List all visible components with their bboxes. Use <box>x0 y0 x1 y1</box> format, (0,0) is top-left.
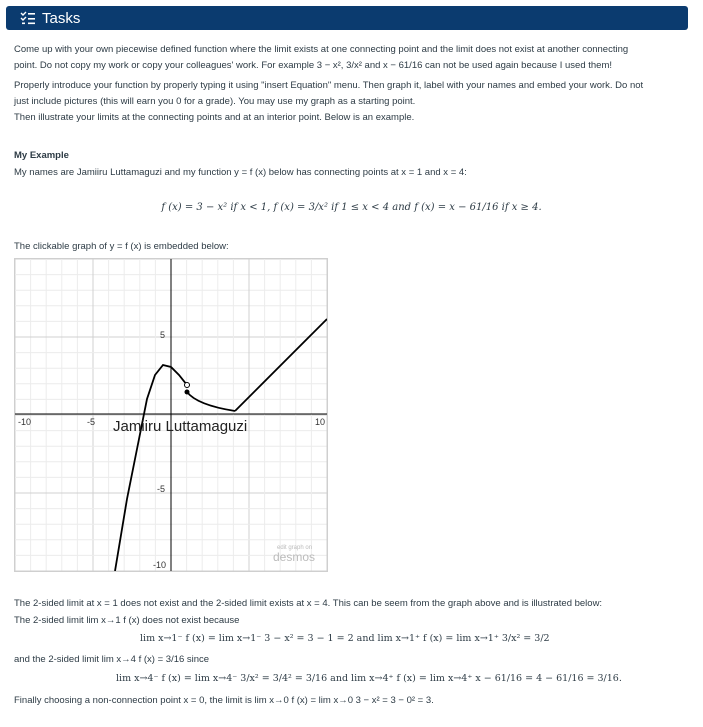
desmos-watermark-small: edit graph on <box>277 545 313 551</box>
page-title: Tasks <box>42 9 81 27</box>
checklist-icon <box>20 10 36 26</box>
x-tick-10: 10 <box>315 417 326 427</box>
y-tick-neg10: -10 <box>153 560 167 570</box>
intro-line-1a: Come up with your own piecewise defined function where the limit exists at one connecting point and the limit does not exist at another connecting <box>14 44 629 55</box>
curve-reciprocal <box>187 392 235 411</box>
example-heading: My Example <box>14 150 69 161</box>
intro-paragraph-3: Then illustrate your limits at the connecting points and at an interior point. Below is an example. <box>14 112 415 123</box>
y-tick-neg5: -5 <box>157 484 166 494</box>
limits-equation-1: lim x→1⁻ f (x) = lim x→1⁻ 3 − x² = 3 − 1 = 2 and lim x→1⁺ f (x) = lim x→1⁺ 3/x² = 3/2 <box>140 633 550 644</box>
graph-caption: The clickable graph of y = f (x) is embedded below: <box>14 241 229 252</box>
y-tick-5: 5 <box>160 330 166 340</box>
intro-line-1b: point. Do not copy my work or copy your colleagues' work. For example 3 − x², 3/x² and x − 61/16 can not be used again because I used them! <box>14 59 612 71</box>
desmos-graph[interactable] <box>14 258 328 572</box>
limits-equation-2: lim x→4⁻ f (x) = lim x→4⁻ 3/x² = 3/4² = 3/16 and lim x→4⁺ f (x) = lim x→4⁺ x − 61/16 = 4 − 61/16 = 3/16. <box>116 673 622 684</box>
intro-line-2b: just include pictures (this will earn you 0 for a grade). You may use my graph as a starting point. <box>14 95 416 107</box>
example-intro-line: My names are Jamiiru Luttamaguzi and my function y = f (x) below has connecting points at x = 1 and x = 4: <box>14 167 467 178</box>
intro-paragraph-2 <box>14 78 689 109</box>
x-tick-neg10: -10 <box>18 417 32 427</box>
intro-line-2a: Properly introduce your function by properly typing it using "insert Equation" menu. Then graph it, label with your names and embed your work. Do not <box>14 80 644 91</box>
tasks-header <box>6 6 688 30</box>
intro-paragraph-1 <box>14 42 689 73</box>
open-point <box>185 383 190 388</box>
graph-name-label: Jamiiru Luttamaguzi <box>113 418 248 435</box>
function-definition: f (x) = 3 − x² if x < 1, f (x) = 3/x² if 1 ≤ x < 4 and f (x) = x − 61/16 if x ≥ 4. <box>161 202 542 213</box>
limits-intro: The 2-sided limit at x = 1 does not exist and the 2-sided limit exists at x = 4. This can be seem from the graph above and is illustrated below: <box>14 598 603 609</box>
limits-line-4: and the 2-sided limit lim x→4 f (x) = 3/16 since <box>14 654 210 665</box>
x-tick-neg5: -5 <box>87 417 96 427</box>
limits-line-2: The 2-sided limit lim x→1 f (x) does not exist because <box>14 615 240 626</box>
limits-final: Finally choosing a non-connection point x = 0, the limit is lim x→0 f (x) = lim x→0 3 − x² = 3 − 0² = 3. <box>14 695 434 706</box>
desmos-logo[interactable]: desmos <box>273 550 316 564</box>
